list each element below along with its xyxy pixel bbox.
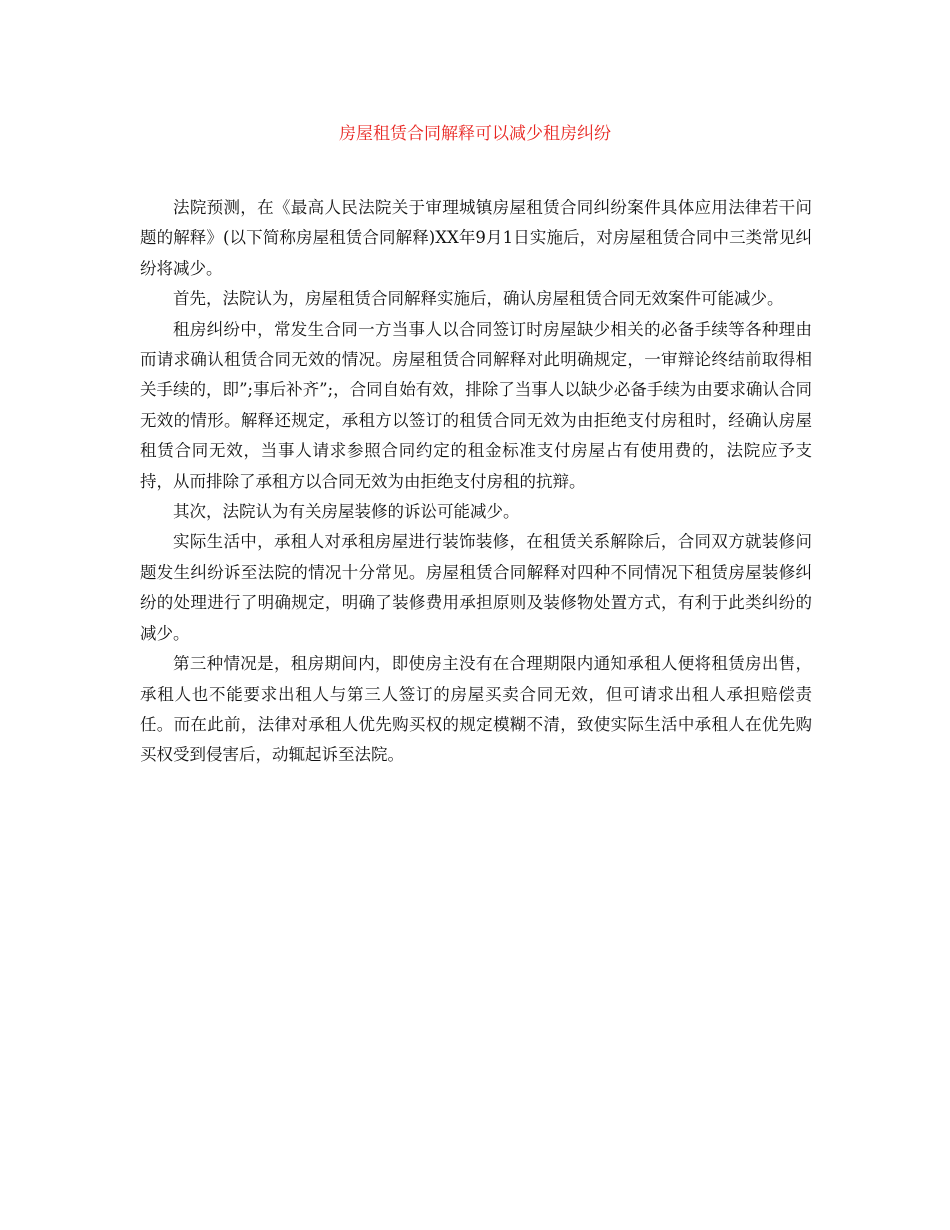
paragraph-3: 租房纠纷中，常发生合同一方当事人以合同签订时房屋缺少相关的必备手续等各种理由而请求确认租赁合同无效的情况。房屋租赁合同解释对此明确规定，一审辩论终结前取得相关手续的，即”;事后补齐”;，合同自始有效，排除了当事人以缺少必备手续为由要求确认合同无效的情形。解释还规定，承租方以签订的租赁合同无效为由拒绝支付房租时，经确认房屋租赁合同无效，当事人请求参照合同约定的租金标准支付房屋占有使用费的，法院应予支持，从而排除了承租方以合同无效为由拒绝支付房租的抗辩。	[140, 319, 812, 491]
paragraph-1: 法院预测，在《最高人民法院关于审理城镇房屋租赁合同纠纷案件具体应用法律若干问题的解释》(以下简称房屋租赁合同解释)XX年9月1日实施后，对房屋租赁合同中三类常见纠纷将减少。	[140, 198, 812, 278]
paragraph-4: 其次，法院认为有关房屋装修的诉讼可能减少。	[173, 502, 520, 522]
paragraph-6: 第三种情况是，租房期间内，即使房主没有在合理期限内通知承租人便将租赁房出售，承租人也不能要求出租人与第三人签订的房屋买卖合同无效，但可请求出租人承担赔偿责任。而在此前，法律对承租人优先购买权的规定模糊不清，致使实际生活中承租人在优先购买权受到侵害后，动辄起诉至法院。	[140, 654, 812, 765]
paragraph-2: 首先，法院认为，房屋租赁合同解释实施后，确认房屋租赁合同无效案件可能减少。	[173, 289, 784, 309]
paragraph-5: 实际生活中，承租人对承租房屋进行装饰装修，在租赁关系解除后，合同双方就装修问题发生纠纷诉至法院的情况十分常见。房屋租赁合同解释对四种不同情况下租赁房屋装修纠纷的处理进行了明确规定，明确了装修费用承担原则及装修物处置方式，有利于此类纠纷的减少。	[140, 532, 812, 643]
document-body	[140, 193, 812, 771]
document-title: 房屋租赁合同解释可以减少租房纠纷	[339, 124, 611, 144]
